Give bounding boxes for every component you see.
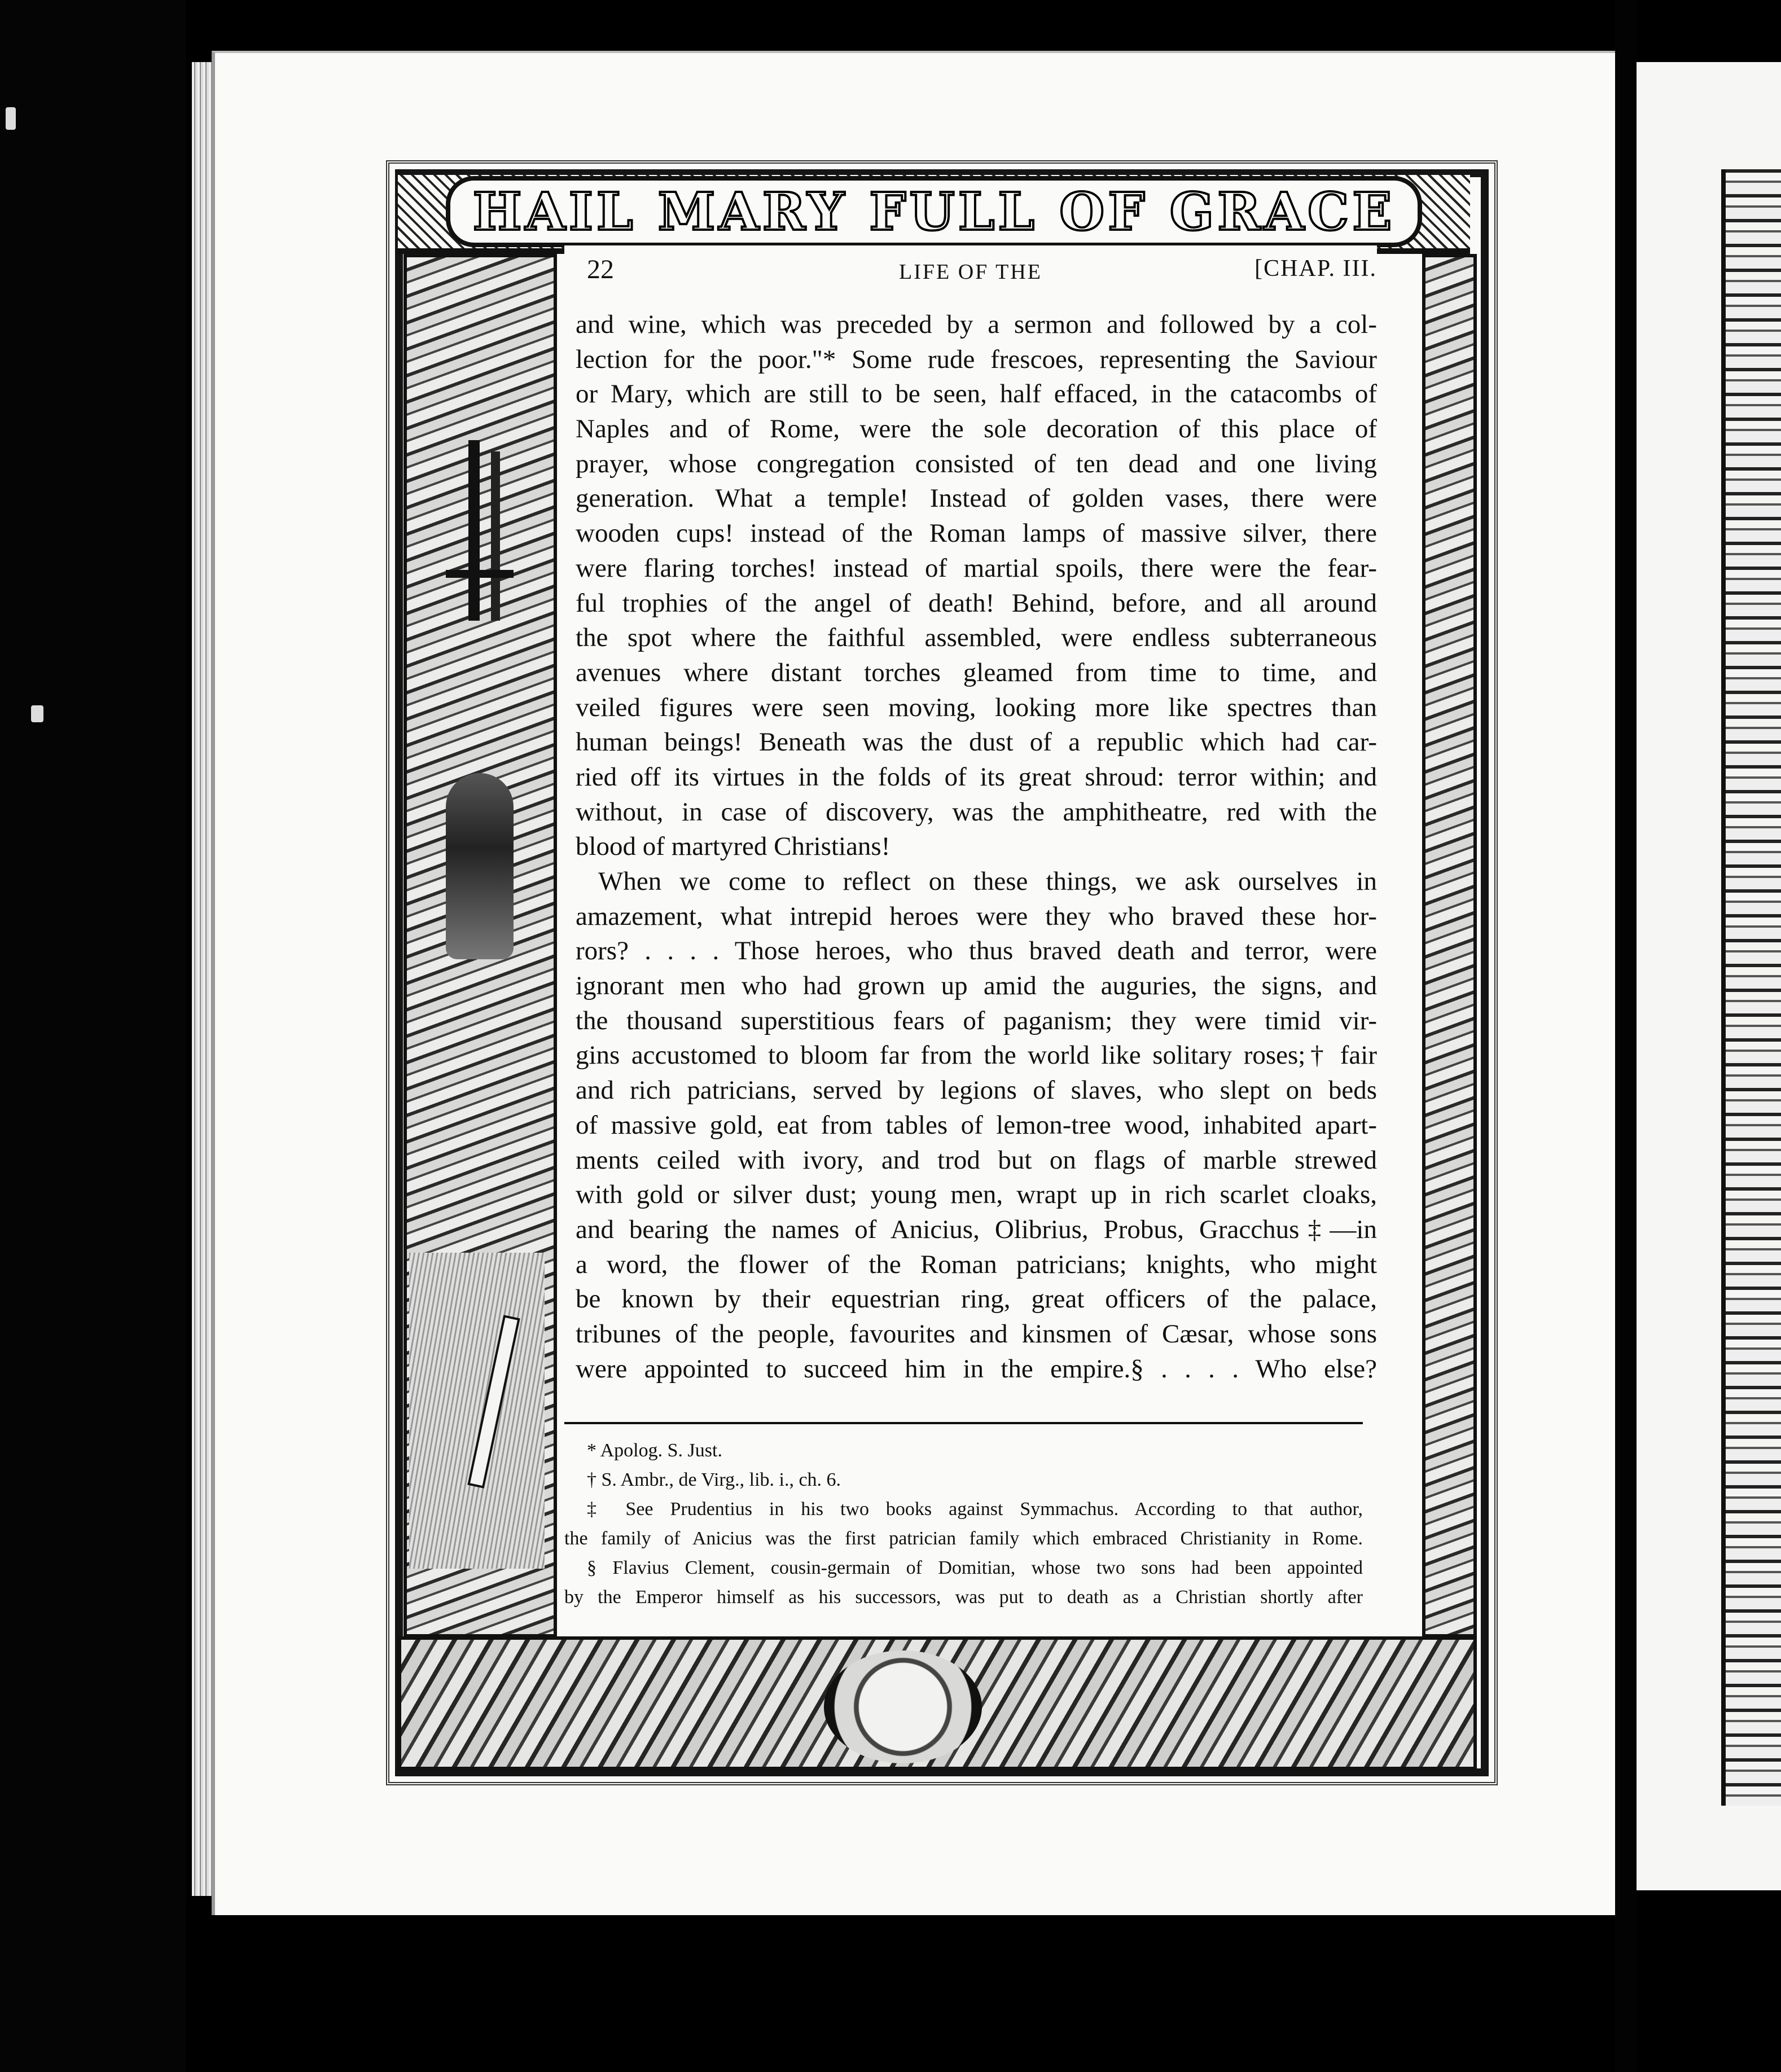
text-line: the thousand superstitious fears of paganism; they were timid vir- xyxy=(576,1006,1377,1035)
text-line: and bearing the names of Anicius, Olibrius, Probus, Gracchus‡—in xyxy=(576,1214,1377,1244)
footnote-rule xyxy=(564,1422,1363,1424)
text-line: and wine, which was preceded by a sermon and followed by a col- xyxy=(576,310,1377,339)
text-line: ignorant men who had grown up amid the auguries, the signs, and xyxy=(576,971,1377,1001)
page-stack-edge xyxy=(192,62,214,1896)
facing-page-ornamental-border xyxy=(1721,169,1781,1806)
text-line: tribunes of the people, favourites and kinsmen of Cæsar, whose sons xyxy=(576,1319,1377,1349)
body-text xyxy=(576,308,1377,1386)
text-line: human beings! Beneath was the dust of a republic which had car- xyxy=(576,727,1377,757)
banner-text: HAIL MARY FULL OF GRACE xyxy=(446,176,1423,247)
text-line: without, in case of discovery, was the amphitheatre, red with the xyxy=(576,797,1377,827)
text-line: generation. What a temple! Instead of golden vases, there were xyxy=(576,484,1377,513)
text-line: with gold or silver dust; young men, wrapt up in rich scarlet cloaks, xyxy=(576,1180,1377,1210)
text-line: and rich patricians, served by legions of slaves, who slept on beds xyxy=(576,1075,1377,1105)
chapter-label: [CHAP. III. xyxy=(1254,256,1377,282)
footnote: ‡ See Prudentius in his two books against Symmachus. According to that author, xyxy=(587,1499,1363,1520)
running-head xyxy=(564,248,1377,293)
text-line: When we come to reflect on these things, we ask ourselves in xyxy=(598,867,1377,896)
text-line: of massive gold, eat from tables of lemon-tree wood, inhabited apart- xyxy=(576,1110,1377,1140)
text-line: lection for the poor."* Some rude frescoes, representing the Saviour xyxy=(576,344,1377,374)
text-line: or Mary, which are still to be seen, half effaced, in the catacombs of xyxy=(576,379,1377,409)
text-line: a word, the flower of the Roman patricians; knights, who might xyxy=(576,1249,1377,1279)
running-title: LIFE OF THE xyxy=(899,260,1042,284)
text-line: blood of martyred Christians! xyxy=(576,832,890,862)
ornamental-banner xyxy=(398,175,1470,254)
scan-speck xyxy=(31,705,43,722)
madonna-engraving xyxy=(446,773,514,959)
footnote: * Apolog. S. Just. xyxy=(587,1440,722,1461)
scan-left-margin xyxy=(0,0,186,2072)
text-line: were flaring torches! instead of martial spoils, there were the fear- xyxy=(576,553,1377,583)
text-line: prayer, whose congregation consisted of ten dead and one living xyxy=(576,449,1377,479)
text-line: veiled figures were seen moving, looking more like spectres than xyxy=(576,692,1377,722)
text-line: rors? . . . . Those heroes, who thus braved death and terror, were xyxy=(576,936,1377,966)
book-gutter xyxy=(1615,0,1638,2072)
page-number: 22 xyxy=(587,254,614,284)
text-line: Naples and of Rome, were the sole decoration of this place of xyxy=(576,414,1377,444)
text-line: the spot where the faithful assembled, were endless subterraneous xyxy=(576,623,1377,653)
sword-guard-engraving xyxy=(446,570,514,578)
text-line: avenues where distant torches gleamed from time to time, and xyxy=(576,657,1377,687)
footnote: † S. Ambr., de Virg., lib. i., ch. 6. xyxy=(587,1469,841,1490)
text-line: gins accustomed to bloom far from the world like solitary roses;† fair xyxy=(576,1041,1377,1070)
text-line: were appointed to succeed him in the empire.§ . . . . Who else? xyxy=(576,1354,1377,1384)
madonna-medallion xyxy=(824,1650,982,1763)
right-ornamental-border xyxy=(1422,254,1477,1638)
text-block xyxy=(564,245,1377,1628)
sword-engraving xyxy=(491,451,500,621)
text-line: ful trophies of the angel of death! Behind, before, and all around xyxy=(576,588,1377,618)
text-line: ments ceiled with ivory, and trod but on flags of marble strewed xyxy=(576,1145,1377,1175)
footnote: by the Emperor himself as his successors, was put to death as a Christian shortly after xyxy=(564,1587,1363,1608)
text-line: amazement, what intrepid heroes were they who braved these hor- xyxy=(576,901,1377,931)
footnotes xyxy=(564,1436,1363,1612)
landscape-engraving xyxy=(409,1253,545,1569)
text-line: be known by their equestrian ring, great officers of the palace, xyxy=(576,1284,1377,1314)
text-line: wooden cups! instead of the Roman lamps of massive silver, there xyxy=(576,519,1377,548)
footnote: the family of Anicius was the first patrician family which embraced Christianity in Rome. xyxy=(564,1528,1363,1549)
sword-engraving xyxy=(468,440,480,621)
text-line: ried off its virtues in the folds of its great shroud: terror within; and xyxy=(576,762,1377,792)
footnote: § Flavius Clement, cousin-germain of Domitian, whose two sons had been appointed xyxy=(587,1557,1363,1578)
scan-speck xyxy=(6,107,16,130)
